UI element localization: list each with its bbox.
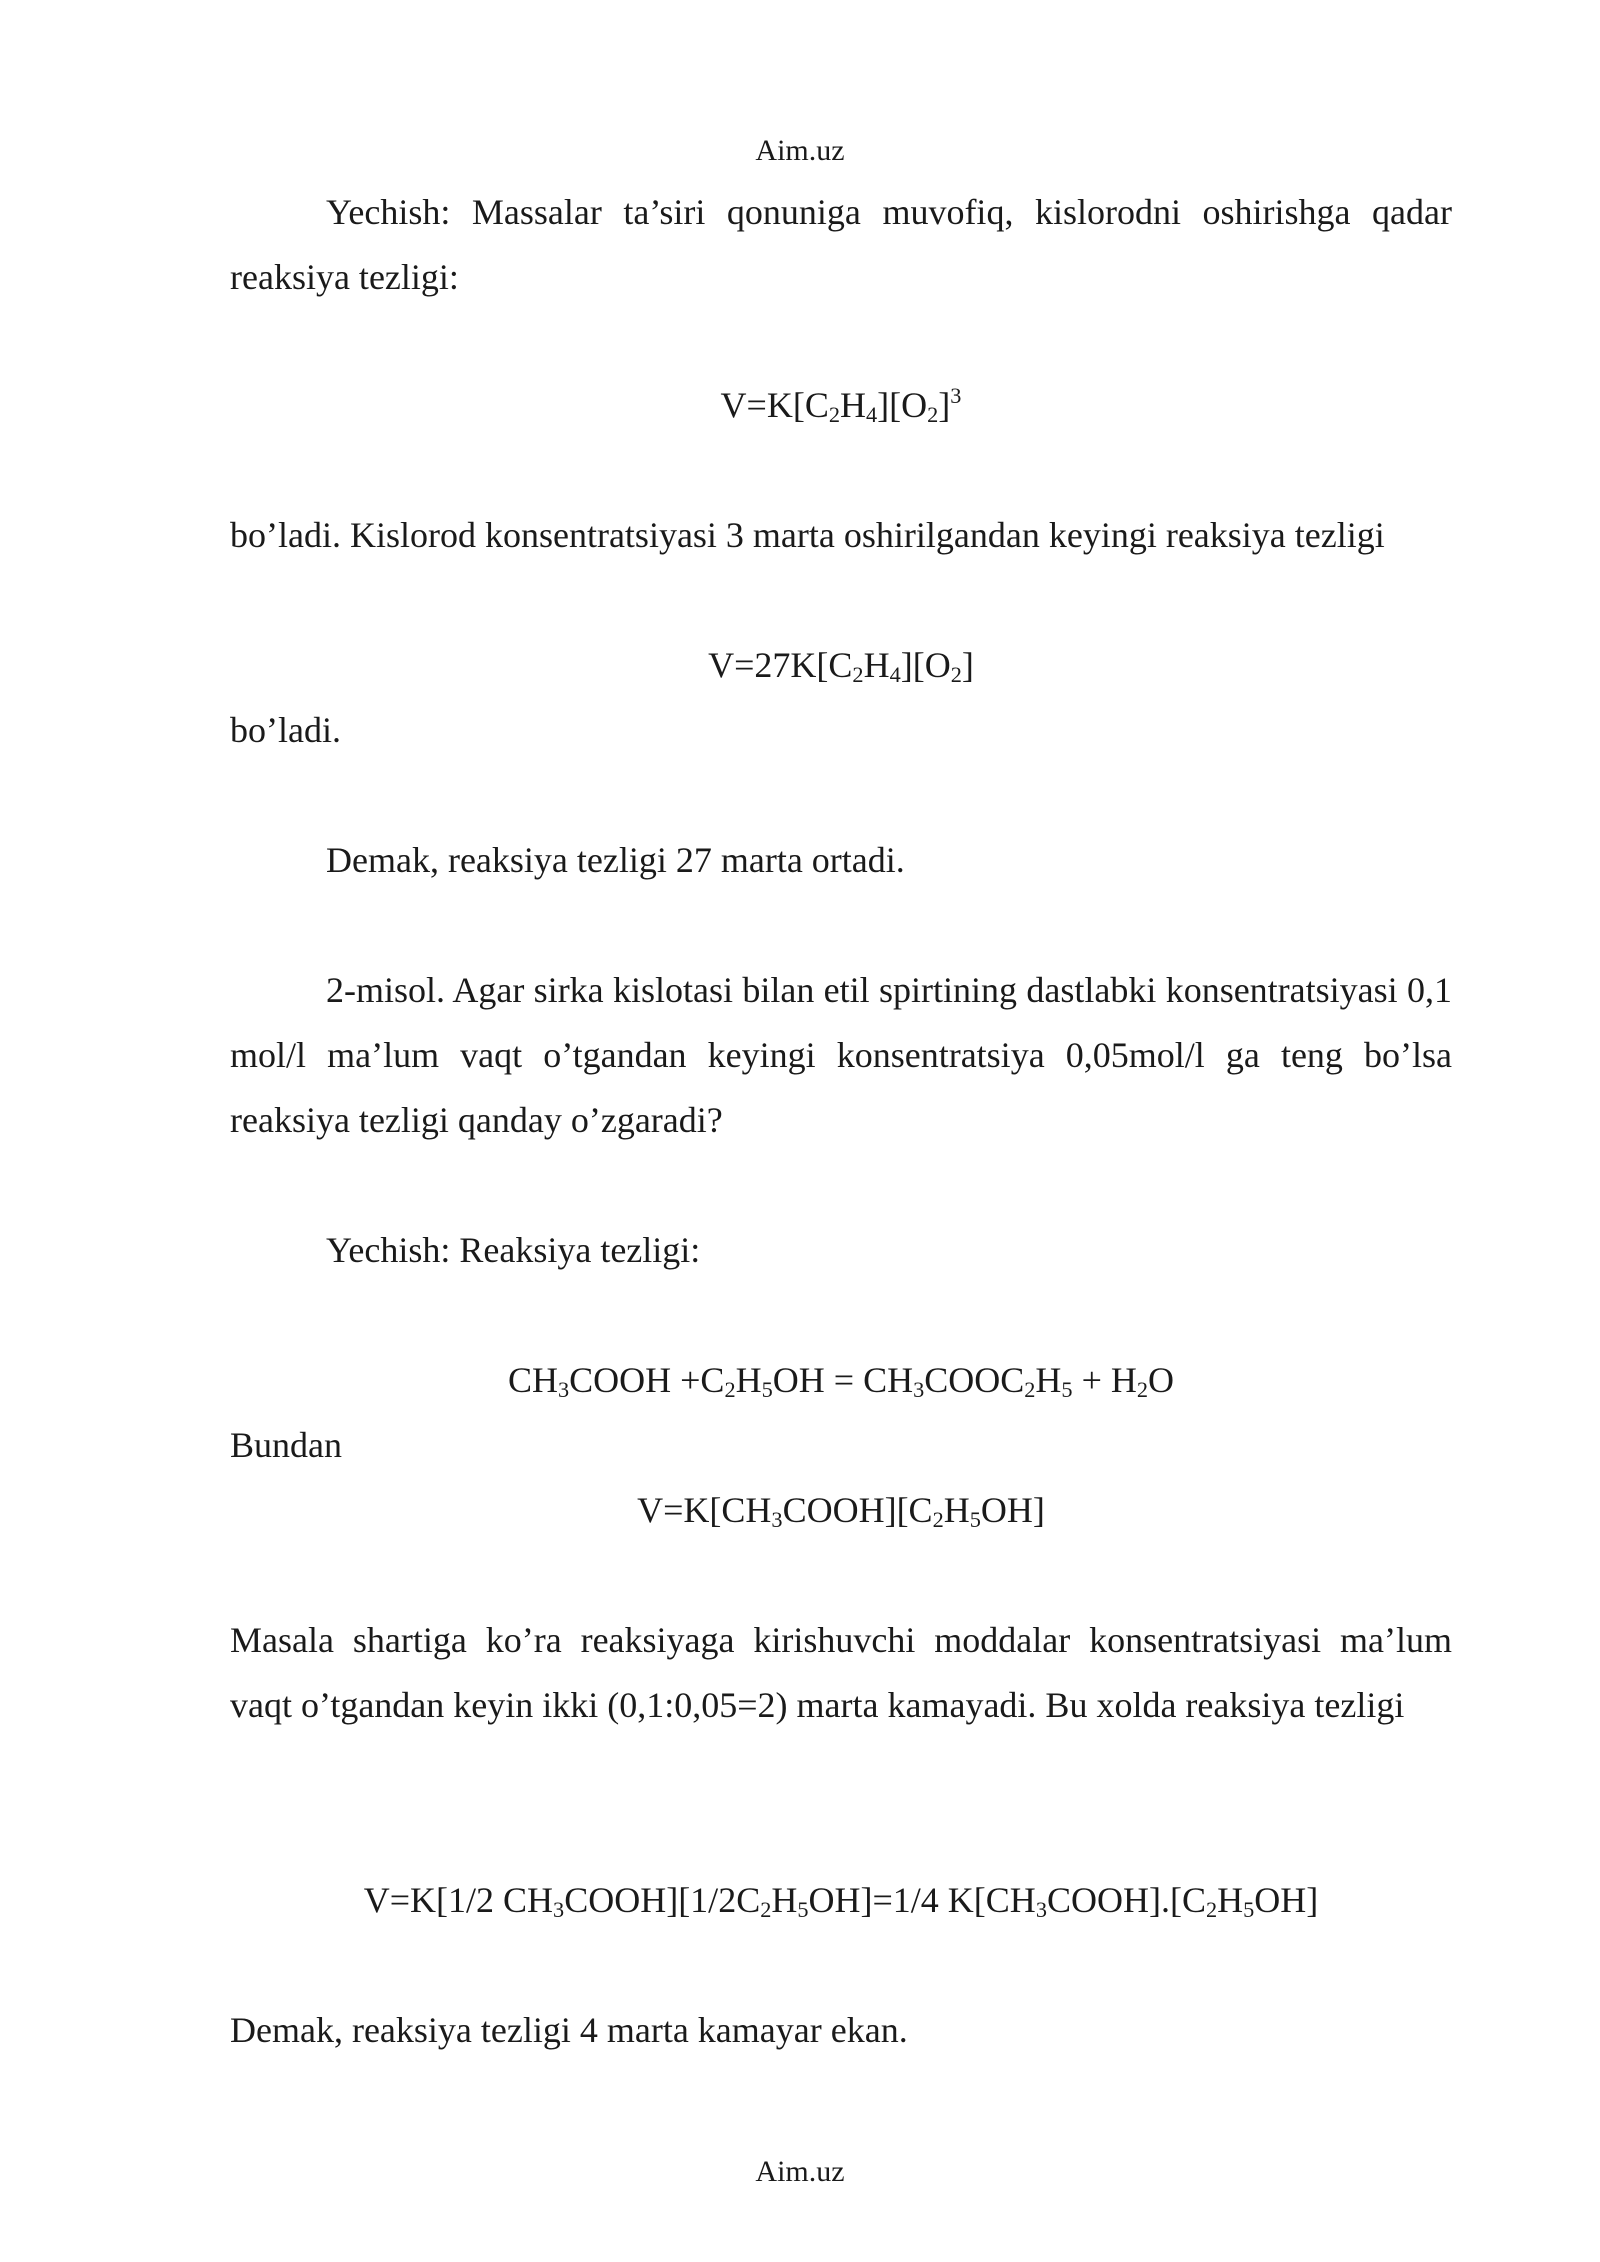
- paragraph-bundan: Bundan: [230, 1425, 342, 1465]
- equation-rate-law: $V=K[CH_3COOH][C_2H_5OH]$: [637, 1490, 1045, 1532]
- paragraph-conclusion-1: Demak, reaksiya tezligi 27 marta ortadi.: [326, 840, 905, 880]
- paragraph-example-2: 2-misol. Agar sirka kislotasi bilan etil spirtining dastlabki konsentratsiyasi 0,1 mol/l ma’lum vaqt o’tgandan keyingi konsentratsiya 0,05mol/l ga teng bo’lsa reaksiya tezligi qanday o’zgaradi?: [230, 970, 1452, 1140]
- equation-rate-halved: V=K[1/2 $CH_3COOH][1/2C_2H_5OH]=1/4$ $K[CH_3COOH].[C_2H_5OH]$: [363, 1880, 1319, 1922]
- paragraph-solution-intro: Yechish: Massalar ta’siri qonuniga muvofiq, kislorodni oshirishga qadar reaksiya tezligi:: [230, 192, 1452, 297]
- page-footer: Aim.uz: [755, 2155, 845, 2188]
- paragraph-boladi: bo’ladi.: [230, 710, 341, 750]
- paragraph-condition: Masala shartiga ko’ra reaksiyaga kirishuvchi moddalar konsentratsiyasi ma’lum vaqt o’tgandan keyin ikki (0,1:0,05=2) marta kamayadi. Bu xolda reaksiya tezligi: [230, 1620, 1452, 1725]
- paragraph-conclusion-2: Demak, reaksiya tezligi 4 marta kamayar ekan.: [230, 2010, 908, 2050]
- equation-esterification: $CH_3COOH +C_2H_5OH$ = $CH_3COOC_2H_5 + H_2O$: [507, 1360, 1175, 1402]
- paragraph-after-increase: bo’ladi. Kislorod konsentratsiyasi 3 marta oshirilgandan keyingi reaksiya tezligi: [230, 515, 1385, 555]
- equation-rate-initial: $V=K[C_2H_4][O_2]^3$: [720, 383, 962, 427]
- page-header: Aim.uz: [755, 134, 845, 167]
- equation-rate-increased: $V=27K[C_2H_4][O_2]$: [708, 645, 974, 687]
- paragraph-solution-2: Yechish: Reaksiya tezligi:: [326, 1230, 701, 1270]
